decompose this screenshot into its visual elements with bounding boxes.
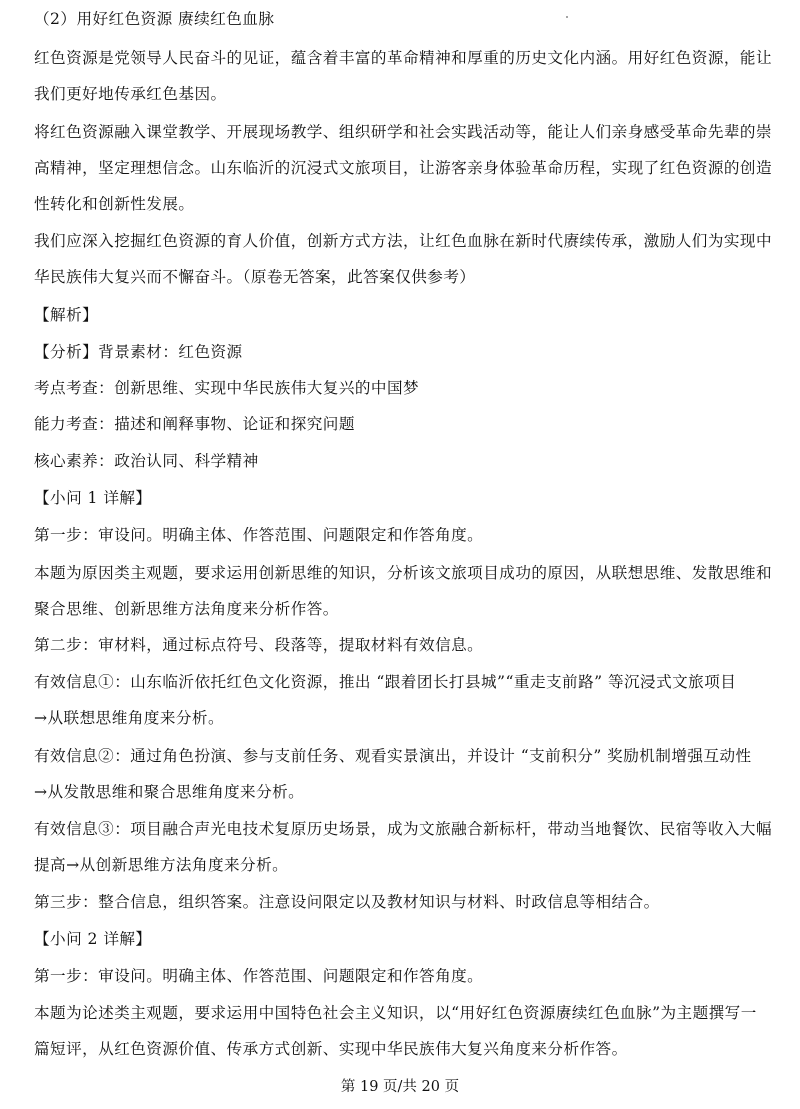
text-line: 本题为原因类主观题，要求运用创新思维的知识，分析该文旅项目成功的原因，从联想思维、发散思维和 [34, 564, 773, 582]
section-heading: 【小问 2 详解】 [34, 930, 152, 948]
text-line: 性转化和创新性发展。 [34, 195, 195, 213]
section-heading: 【小问 1 详解】 [34, 489, 152, 507]
text-line: 核心素养：政治认同、科学精神 [34, 452, 259, 470]
text-line: 红色资源是党领导人民奋斗的见证，蕴含着丰富的革命精神和厚重的历史文化内涵。用好红色资源，能让 [34, 49, 773, 67]
text-line: 高精神，坚定理想信念。山东临沂的沉浸式文旅项目，让游客亲身体验革命历程，实现了红色资源的创造 [34, 159, 773, 177]
text-line: 有效信息②：通过角色扮演、参与支前任务、观看实景演出，并设计 “支前积分” 奖励机制增强互动性 [34, 747, 752, 765]
text-line: 将红色资源融入课堂教学、开展现场教学、组织研学和社会实践活动等，能让人们亲身感受革命先辈的崇 [34, 123, 773, 141]
text-line: →从联想思维角度来分析。 [34, 709, 224, 727]
text-line: 考点考查：创新思维、实现中华民族伟大复兴的中国梦 [34, 379, 420, 397]
text-line: 聚合思维、创新思维方法角度来分析作答。 [34, 600, 339, 618]
text-line: 篇短评，从红色资源价值、传承方式创新、实现中华民族伟大复兴角度来分析作答。 [34, 1040, 628, 1058]
text-line: 本题为论述类主观题，要求运用中国特色社会主义知识，以“用好红色资源赓续红色血脉”为主题撰写一 [34, 1004, 757, 1022]
text-line: 第一步：审设问。明确主体、作答范围、问题限定和作答角度。 [34, 526, 484, 544]
text-line: 提高→从创新思维方法角度来分析。 [34, 856, 289, 874]
text-line: 华民族伟大复兴而不懈奋斗。（原卷无答案，此答案仅供参考） [34, 268, 476, 286]
text-line: 第三步：整合信息，组织答案。注意设问限定以及教材知识与材料、时政信息等相结合。 [34, 893, 660, 911]
text-line: 有效信息①：山东临沂依托红色文化资源，推出 “跟着团长打县城”“重走支前路” 等沉浸式文旅项目 [34, 673, 737, 691]
text-line: 能力考查：描述和阐释事物、论证和探究问题 [34, 415, 355, 433]
text-line: 我们更好地传承红色基因。 [34, 85, 227, 103]
text-line: 【分析】背景素材：红色资源 [34, 343, 243, 361]
section-heading: 【解析】 [34, 306, 99, 324]
text-line: 有效信息③：项目融合声光电技术复原历史场景，成为文旅融合新标杆，带动当地餐饮、民宿等收入大幅 [34, 820, 773, 838]
scan-speck [566, 16, 568, 18]
page-footer: 第 19 页/共 20 页 [340, 1079, 460, 1095]
text-line: （2）用好红色资源 赓续红色血脉 [34, 10, 275, 28]
text-line: 第二步：审材料，通过标点符号、段落等，提取材料有效信息。 [34, 636, 484, 654]
text-line: 我们应深入挖掘红色资源的育人价值，创新方式方法，让红色血脉在新时代赓续传承，激励人们为实现中 [34, 232, 773, 250]
text-line: →从发散思维和聚合思维角度来分析。 [34, 783, 305, 801]
text-line: 第一步：审设问。明确主体、作答范围、问题限定和作答角度。 [34, 967, 484, 985]
